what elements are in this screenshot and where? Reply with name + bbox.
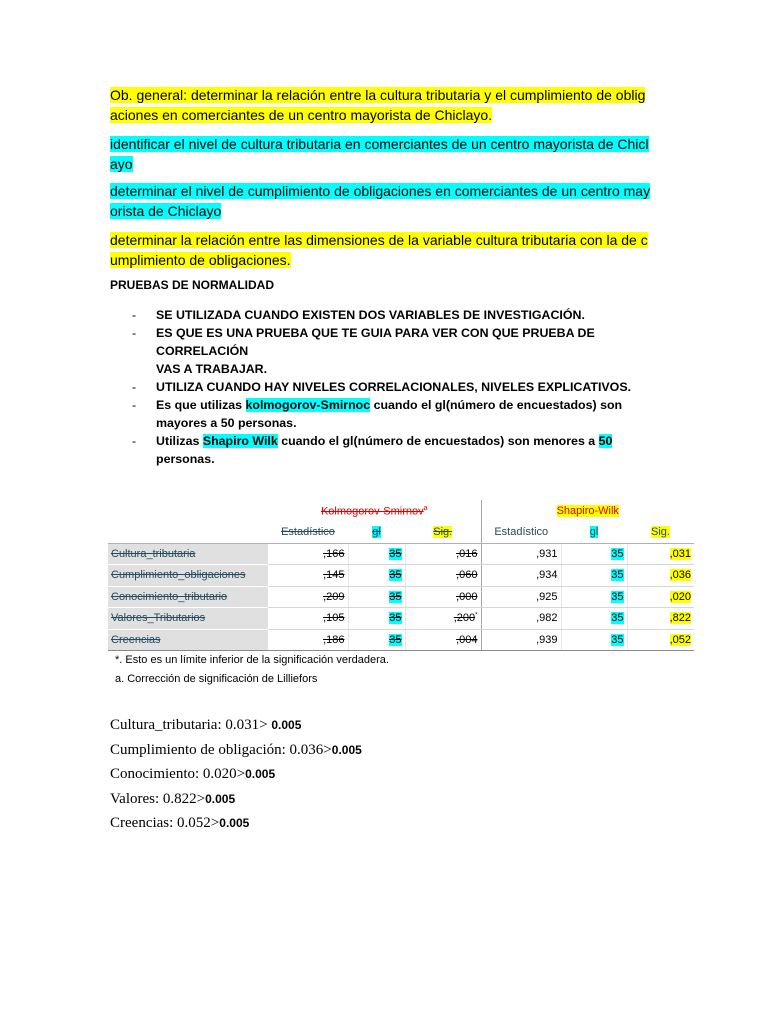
bullet-text: ES QUE ES UNA PRUEBA QUE TE GUIA PARA VER CON QUE PRUEBA DE CORRELACIÓN: [156, 326, 595, 358]
result-line: [110, 713, 362, 738]
specific-objective-1-line1: identificar el nivel de cultura tributaria en comerciantes de un centro mayorista de Chicl: [110, 136, 649, 152]
bullet-text: cuando el gl(número de encuestados) son: [370, 398, 623, 412]
shapiro-highlight: Shapiro Wilk: [202, 434, 278, 448]
cell-ks-gl: [348, 586, 405, 608]
footnote-lower-bound: *. Esto es un límite inferior de la significación verdadera.: [115, 654, 389, 666]
normality-bullet-list: [110, 306, 670, 468]
specific-objective-3-line1: determinar la relación entre las dimensiones de la variable cultura tributaria con la de c: [110, 232, 648, 248]
group-shapiro: [481, 500, 694, 522]
cell-sw-sig-value: ,052: [669, 633, 691, 646]
result-threshold: 0.005: [245, 767, 276, 781]
cell-ks-sig: [405, 586, 481, 608]
table-row: [108, 543, 694, 565]
result-threshold: 0.005: [271, 718, 302, 732]
bullet-text: SE UTILIZADA CUANDO EXISTEN DOS VARIABLES DE INVESTIGACIÓN.: [156, 308, 585, 322]
col-ks-gl-label: gl: [372, 526, 381, 539]
cell-sw-sig: [627, 586, 694, 608]
result-text: Valores: 0.822>: [110, 790, 206, 807]
col-sw-sig-label: Sig.: [651, 526, 670, 539]
kolmogorov-highlight: kolmogorov-Smirnoc: [245, 398, 371, 412]
table-body: [108, 543, 694, 651]
result-text: Creencias: 0.052>: [110, 815, 220, 831]
bullet-text: VAS A TRABAJAR.: [156, 362, 268, 376]
footnote-lilliefors: a. Corrección de significación de Lilliefors: [115, 673, 318, 685]
bullet-text: Utilizas: [156, 434, 203, 448]
bullet-item: [110, 396, 670, 432]
results-list: [110, 713, 362, 836]
result-threshold: 0.005: [331, 742, 362, 757]
cell-ks-stat: ,186: [268, 629, 348, 651]
result-text: Conocimiento: 0.020>: [110, 766, 246, 782]
row-label: Valores_Tributarios: [108, 608, 268, 630]
cell-sw-sig-value: ,036: [669, 569, 691, 582]
group-kolmogorov-sup: a: [423, 504, 428, 512]
cell-ks-gl: [348, 629, 405, 651]
bullet-text: personas.: [156, 452, 215, 466]
col-sw-stat: Estadístico: [481, 522, 561, 543]
bullet-item: [110, 306, 670, 324]
result-line: [110, 738, 362, 763]
specific-objective-3: [110, 231, 658, 270]
cell-ks-stat: ,105: [268, 608, 348, 630]
cell-sw-sig: [627, 565, 694, 587]
cell-sw-stat: ,931: [481, 543, 561, 565]
col-sw-gl-label: gl: [589, 526, 599, 539]
result-line: [110, 787, 362, 812]
col-ks-sig-label: Sig.: [433, 526, 453, 539]
cell-ks-stat: ,209: [268, 586, 348, 608]
cell-sw-stat: ,925: [481, 586, 561, 608]
group-kolmogorov-label: Kolmogorov-Smirnov: [320, 505, 424, 518]
specific-objective-1-line2: ayo: [110, 155, 133, 172]
cell-sw-gl-value: 35: [611, 590, 624, 603]
cell-sw-gl-value: 35: [611, 547, 624, 560]
bullet-text: Es que utilizas: [156, 398, 246, 412]
row-label: Conocimiento_tributario: [108, 586, 268, 608]
normality-heading: PRUEBAS DE NORMALIDAD: [110, 278, 275, 292]
table-row: [108, 586, 694, 608]
cell-ks-sig-value: ,000: [456, 590, 478, 603]
table-row: [108, 629, 694, 651]
fifty-highlight: 50: [598, 434, 613, 448]
cell-sw-stat: ,982: [481, 608, 561, 630]
cell-ks-sig: [405, 543, 481, 565]
cell-ks-gl-value: 35: [389, 547, 402, 560]
cell-ks-sig-value: ,060: [456, 569, 478, 582]
bullet-text: cuando el gl(número de encuestados) son menores a: [277, 434, 599, 448]
bullet-item: [110, 324, 670, 378]
cell-sw-sig: [627, 608, 694, 630]
cell-ks-sig-value: ,016: [456, 547, 478, 560]
specific-objective-2-line2: orista de Chiclayo: [110, 202, 222, 219]
cell-sw-gl: [561, 629, 627, 651]
bullet-marker: -: [132, 398, 137, 412]
cell-ks-sig-value: ,200: [453, 612, 476, 625]
col-ks-gl: [348, 522, 405, 543]
cell-sw-stat: ,934: [481, 565, 561, 587]
general-objective: [110, 86, 658, 125]
group-kolmogorov: [268, 500, 481, 522]
col-sw-gl: [561, 522, 627, 543]
row-label: Creencias: [108, 629, 268, 651]
cell-ks-gl-value: 35: [389, 569, 402, 582]
cell-ks-gl: [348, 608, 405, 630]
row-label: Cumplimiento_obligaciones: [108, 565, 268, 587]
cell-sw-stat: ,939: [481, 629, 561, 651]
result-text: Cultura_tributaria: 0.031>: [110, 717, 272, 733]
cell-ks-gl-value: 35: [389, 633, 402, 646]
cell-ks-sig: [405, 608, 481, 630]
general-objective-line1: Ob. general: determinar la relación entre la cultura tributaria y el cumplimiento de oblig: [110, 87, 646, 103]
cell-sw-gl-value: 35: [611, 612, 624, 625]
col-ks-sig: [405, 522, 481, 543]
cell-sw-gl: [561, 543, 627, 565]
column-header-row: [108, 522, 694, 543]
bullet-text: UTILIZA CUANDO HAY NIVELES CORRELACIONALES, NIVELES EXPLICATIVOS.: [156, 380, 632, 394]
cell-ks-stat: ,166: [268, 543, 348, 565]
result-line: [110, 811, 362, 836]
cell-ks-stat: ,145: [268, 565, 348, 587]
specific-objective-1: [110, 135, 658, 174]
cell-ks-gl: [348, 565, 405, 587]
cell-ks-gl-value: 35: [389, 590, 402, 603]
cell-sw-gl-value: 35: [611, 569, 624, 582]
cell-sw-sig-value: ,822: [669, 612, 691, 625]
bullet-item: [110, 378, 670, 396]
cell-sw-sig-value: ,031: [669, 547, 691, 560]
bullet-marker: -: [132, 380, 137, 394]
specific-objective-3-line2: umplimiento de obligaciones.: [110, 251, 291, 268]
result-text: Cumplimiento de obligación: 0.036>: [110, 741, 332, 758]
table-row: [108, 608, 694, 630]
cell-sw-sig: [627, 629, 694, 651]
cell-sw-gl: [561, 608, 627, 630]
specific-objective-2-line1: determinar el nivel de cumplimiento de obligaciones en comerciantes de un centro may: [110, 183, 651, 199]
cell-sw-gl: [561, 586, 627, 608]
cell-sw-sig: [627, 543, 694, 565]
general-objective-line2: aciones en comerciantes de un centro mayorista de Chiclayo.: [110, 106, 493, 123]
bullet-marker: -: [132, 434, 137, 448]
col-sw-sig: [627, 522, 694, 543]
cell-sw-gl: [561, 565, 627, 587]
table-footnotes: [115, 651, 389, 689]
bullet-marker: -: [132, 308, 137, 322]
bullet-marker: -: [132, 326, 137, 340]
specific-objective-2: [110, 182, 658, 221]
cell-ks-sig: [405, 565, 481, 587]
group-shapiro-label: Shapiro-Wilk: [556, 505, 619, 517]
cell-ks-sig-value: ,004: [456, 633, 478, 646]
result-threshold: 0.005: [219, 816, 250, 830]
group-header-row: [108, 500, 694, 522]
table-row: [108, 565, 694, 587]
bullet-item: [110, 432, 670, 468]
cell-sw-sig-value: ,020: [669, 590, 691, 603]
row-label: Cultura_tributaria: [108, 543, 268, 565]
bullet-text: mayores a 50 personas.: [156, 416, 297, 430]
result-line: [110, 762, 362, 787]
result-threshold: 0.005: [205, 791, 236, 806]
cell-ks-sig-sup: *: [475, 612, 478, 619]
cell-ks-gl: [348, 543, 405, 565]
cell-ks-gl-value: 35: [389, 612, 402, 625]
cell-sw-gl-value: 35: [611, 633, 624, 646]
cell-ks-sig: [405, 629, 481, 651]
normality-table: [108, 500, 694, 651]
col-ks-stat: Estadístico: [268, 522, 348, 543]
